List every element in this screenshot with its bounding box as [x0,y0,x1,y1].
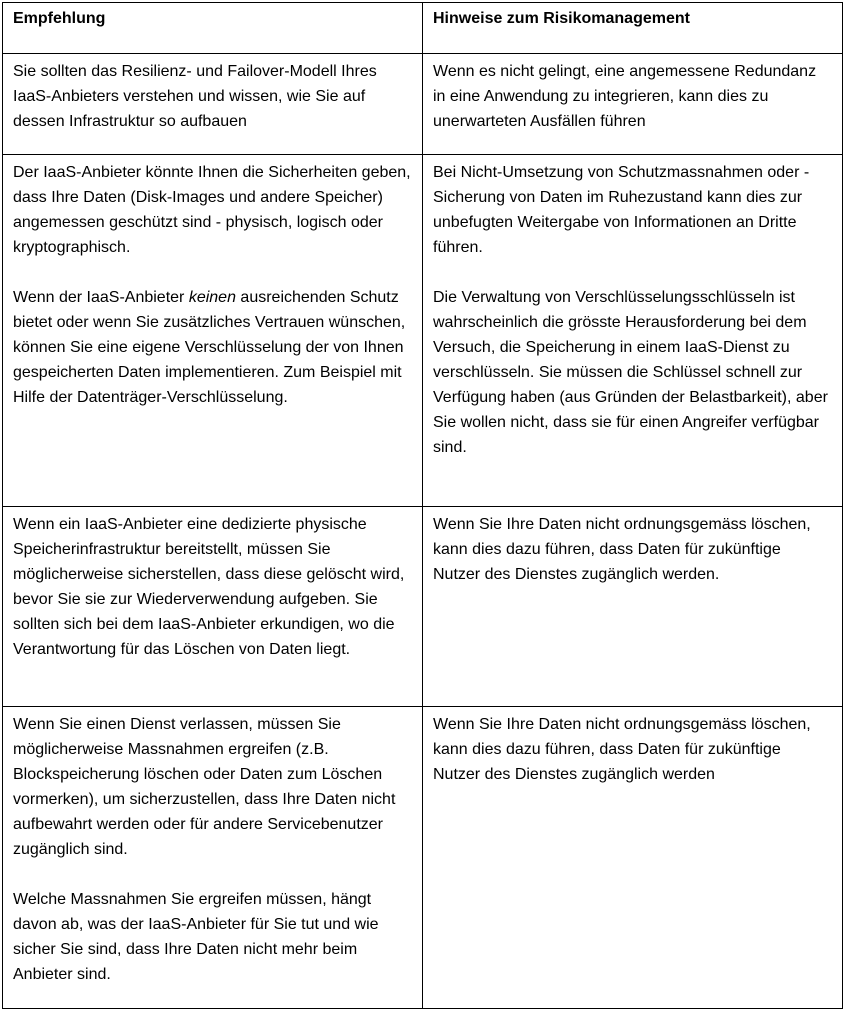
cell-paragraph: Wenn es nicht gelingt, eine angemessene Redundanz in eine Anwendung zu integrieren, kann dies zu unerwarteten Ausfällen führen [433,63,817,130]
risk-note-cell [423,155,843,507]
table-row [3,54,843,155]
recommendation-cell [3,54,423,155]
recommendation-cell [3,507,423,707]
cell-paragraph: Wenn Sie Ihre Daten nicht ordnungsgemäss löschen, kann dies dazu führen, dass Daten für zukünftige Nutzer des Dienstes zugänglich werden [433,716,811,783]
risk-note-cell [423,54,843,155]
table-header-row [3,3,843,54]
cell-paragraph: Wenn ein IaaS-Anbieter eine dedizierte physische Speicherinfrastruktur bereitstellt, müssen Sie möglicherweise sicherstellen, dass diese gelöscht wird, bevor Sie sie zur Wiederverwendung aufgeben. Sie sollten sich bei dem IaaS-Anbieter erkundigen, wo die Verantwortung für das Löschen von Daten liegt. [13,516,405,658]
risk-note-cell [423,707,843,1009]
recommendation-cell [3,155,423,507]
recommendation-risk-table [2,2,843,1009]
cell-paragraph: Sie sollten das Resilienz- und Failover-Modell Ihres IaaS-Anbieters verstehen und wissen, wie Sie auf dessen Infrastruktur so aufbauen [13,63,377,130]
risk-note-cell [423,507,843,707]
cell-paragraph [13,285,412,410]
cell-paragraph: Die Verwaltung von Verschlüsselungsschlüsseln ist wahrscheinlich die grösste Herausforderung bei dem Versuch, die Speicherung in einem IaaS-Dienst zu verschlüsseln. Sie müssen die Schlüssel schnell zur Verfügung haben (aus Gründen der Belastbarkeit), aber Sie wollen nicht, dass sie für einen Angreifer verfügbar sind. [433,289,828,456]
header-risikomanagement: Hinweise zum Risikomanagement [423,3,843,54]
cell-paragraph: Welche Massnahmen Sie ergreifen müssen, hängt davon ab, was der IaaS-Anbieter für Sie tut und wie sicher Sie sind, dass Ihre Daten nicht mehr beim Anbieter sind. [13,891,379,983]
cell-paragraph: Wenn Sie einen Dienst verlassen, müssen Sie möglicherweise Massnahmen ergreifen (z.B. Blockspeicherung löschen oder Daten zum Löschen vormerken), um sicherzustellen, dass Ihre Daten nicht aufbewahrt werden oder für andere Servicebenutzer zugänglich sind. [13,716,396,858]
table-row [3,155,843,507]
cell-paragraph: Wenn Sie Ihre Daten nicht ordnungsgemäss löschen, kann dies dazu führen, dass Daten für zukünftige Nutzer des Dienstes zugänglich werden. [433,516,811,583]
text-segment: Wenn der IaaS-Anbieter [13,289,189,306]
cell-paragraph: Bei Nicht-Umsetzung von Schutzmassnahmen oder -Sicherung von Daten im Ruhezustand kann dies zur unbefugten Weitergabe von Informationen an Dritte führen. [433,164,810,256]
header-empfehlung: Empfehlung [3,3,423,54]
text-segment: ausreichenden Schutz bietet oder wenn Sie zusätzliches Vertrauen wünschen, können Sie eine eigene Verschlüsselung der von Ihnen gespeicherten Daten implementieren. Zum Beispiel mit Hilfe der Datenträger-Verschlüsselung. [13,289,406,406]
table-row [3,507,843,707]
recommendation-cell [3,707,423,1009]
cell-paragraph: Der IaaS-Anbieter könnte Ihnen die Sicherheiten geben, dass Ihre Daten (Disk-Images und andere Speicher) angemessen geschützt sind - physisch, logisch oder kryptographisch. [13,164,411,256]
table-row [3,707,843,1009]
emphasized-text: keinen [188,289,236,306]
